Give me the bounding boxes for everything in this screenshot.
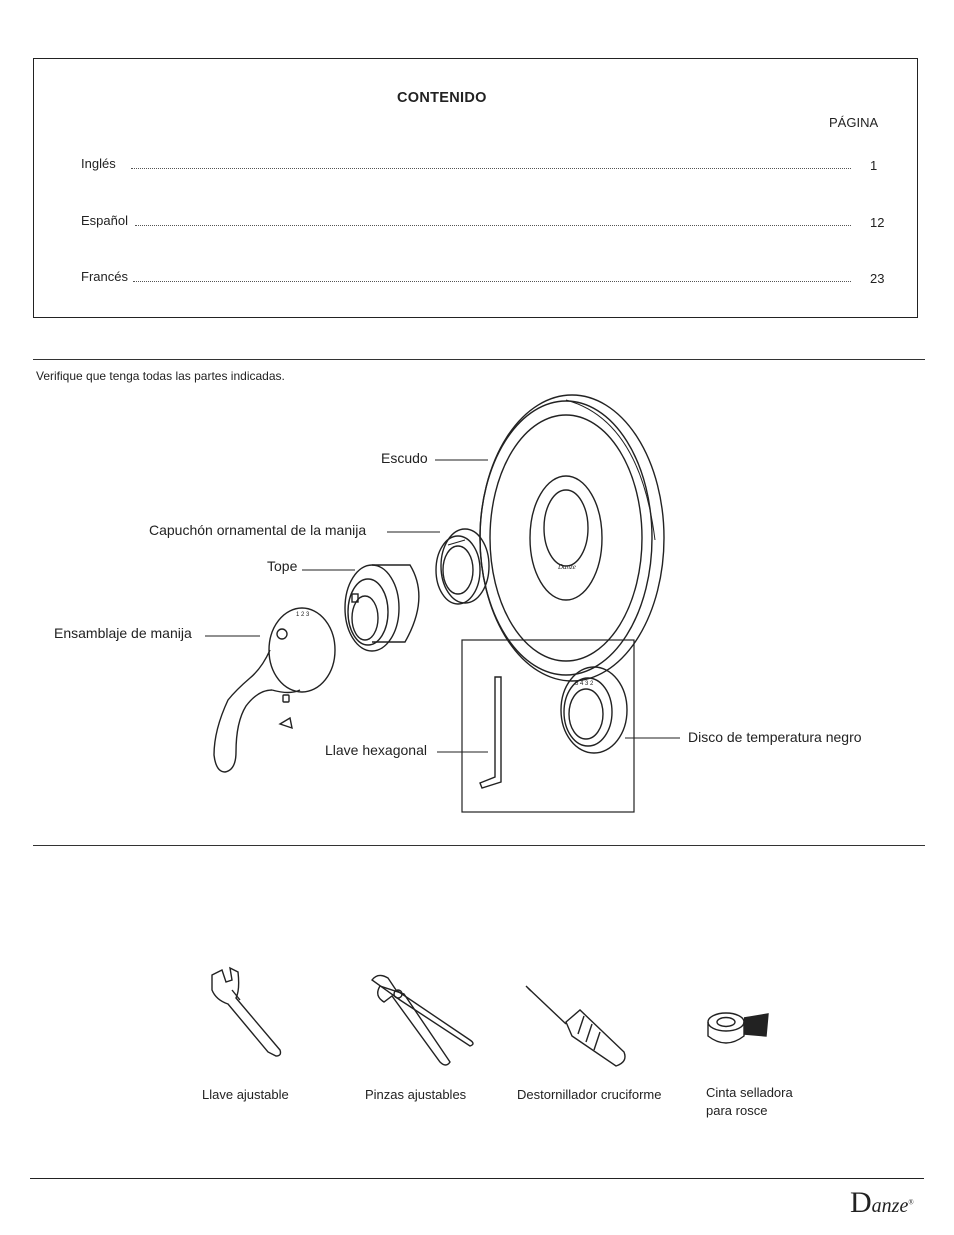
label-capuchon: Capuchón ornamental de la manija (149, 522, 367, 538)
tool-label-line: para rosce (706, 1103, 768, 1118)
toc-page-header: PÁGINA (829, 115, 879, 130)
label-disco-temperatura: Disco de temperatura negro (688, 729, 862, 745)
label-escudo: Escudo (381, 450, 428, 466)
thread-seal-tape-icon (708, 1013, 768, 1043)
danze-logo (850, 1186, 914, 1220)
tool-label-adjustable-pliers: Pinzas ajustables (365, 1087, 467, 1102)
parts-check-note: Verifique que tenga todas las partes indicadas. (36, 369, 285, 383)
tool-label-phillips-screwdriver: Destornillador cruciforme (517, 1087, 662, 1102)
svg-text:1 2 3: 1 2 3 (296, 612, 310, 618)
tool-label-adjustable-wrench: Llave ajustable (202, 1087, 289, 1102)
logo-registered-mark: ® (908, 1198, 914, 1207)
svg-text:5 4 3 2: 5 4 3 2 (575, 681, 594, 687)
toc-entry-page: 1 (870, 158, 878, 173)
logo-initial: D (850, 1186, 872, 1219)
tool-label-line: Cinta selladora (706, 1085, 793, 1100)
label-ensamblaje: Ensamblaje de manija (54, 625, 192, 641)
logo-text: anze (871, 1195, 909, 1217)
phillips-screwdriver-icon (526, 986, 625, 1066)
label-llave-hexagonal: Llave hexagonal (325, 742, 427, 758)
toc-entry-label: Inglés (81, 156, 116, 171)
toc-entry-label: Francés (81, 269, 128, 284)
footer-divider (30, 1178, 924, 1179)
adjustable-pliers-icon (372, 975, 473, 1065)
label-tope: Tope (267, 558, 298, 574)
toc-entry-page: 12 (870, 215, 885, 230)
toc-entry-label: Español (81, 213, 128, 228)
toc-entry-page: 23 (870, 271, 885, 286)
tool-label-thread-seal-tape (706, 1084, 793, 1120)
plate-brand-mark: Danze (558, 563, 576, 571)
adjustable-wrench-icon (212, 968, 281, 1056)
toc-title: CONTENIDO (397, 90, 487, 106)
